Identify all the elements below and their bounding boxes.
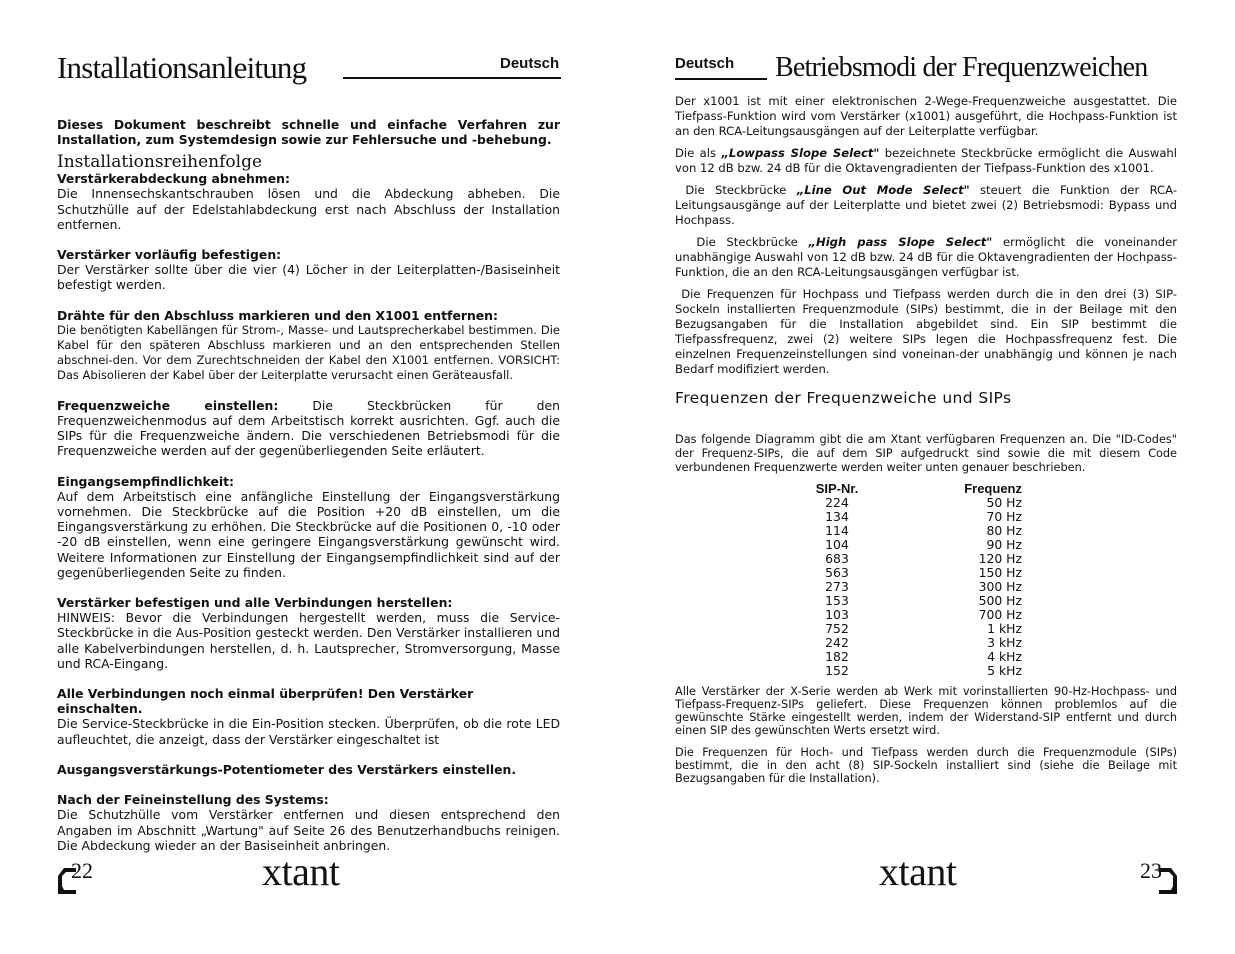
page-corner-icon	[1157, 866, 1179, 896]
sip-number: 153	[825, 593, 849, 608]
frequency-value: 1 kHz	[987, 621, 1022, 636]
intro	[57, 117, 560, 147]
title-rule	[343, 77, 561, 79]
jumper-name: „Line Out Mode Select"	[796, 183, 970, 197]
sip-frequency-table	[812, 482, 1022, 678]
installation-steps	[57, 152, 560, 868]
intro-text: Dieses Dokument beschreibt schnelle und einfache Verfahren zur Installation, zum Systemdesign sowie zur Fehlersuche und -behebung.	[57, 117, 560, 148]
step	[57, 247, 560, 293]
step	[57, 171, 560, 232]
sip-number: 134	[825, 509, 849, 524]
paragraph: Das folgende Diagramm gibt die am Xtant verfügbaren Frequenzen an. Die "ID-Codes" der Frequenz-SIPs, die auf dem SIP aufgedruckt sind sowie die mit diesem Code verbundenen Frequenzwerte werden weiter unten genauer beschrieben.	[675, 433, 1177, 474]
sip-number: 242	[825, 635, 849, 650]
page-title: Installationsanleitung	[57, 50, 307, 85]
table-row	[812, 608, 1022, 622]
frequency-value: 120 Hz	[978, 551, 1022, 566]
page-number: 22	[71, 858, 93, 883]
paragraph: Die Frequenzen für Hochpass und Tiefpass werden durch die in den drei (3) SIP-Sockeln installierten Frequenzmodule (SIPs) bestimmt, die in der Beilage mit den Bezugsangaben für die Installation abgebildet sind. Ein SIP bestimmt die Tiefpassfrequenz, zwei (2) weitere SIPs legen die Hochpassfrequenz fest. Die einzelnen Frequenzeinstellungen sind voneinan-der unabhängig und können je nach Bedarf modifiziert werden.	[675, 287, 1177, 376]
step-text: HINWEIS: Bevor die Verbindungen hergestellt werden, muss die Service-Steckbrücke in die Aus-Position gesteckt werden. Den Verstärker installieren und alle Kabelverbindungen herstellen, d. h. Lautsprecher, Stromversorgung, Masse und RCA-Eingang.	[57, 610, 560, 671]
step-heading: Eingangsempfindlichkeit:	[57, 473, 234, 489]
step	[57, 762, 560, 777]
paragraph: Die Steckbrücke „High pass Slope Select" ermöglicht die voneinander unabhängige Auswahl von 12 dB bzw. 24 dB für die Oktavengradienten der Hochpass-Funktion, die an den RCA-Leitungsausgängen verfügbar ist.	[675, 235, 1178, 279]
step-text: Der Verstärker sollte über die vier (4) Löcher in der Leiterplatten-/Basiseinheit befestigt werden.	[57, 262, 560, 293]
step-heading: Verstärker vorläufig befestigen:	[57, 247, 282, 263]
step-text: Die benötigten Kabellängen für Strom-, Masse- und Lautsprecherkabel bestimmen. Die Kabel für den späteren Abschluss markieren und an den entsprechenden Stellen abschnei-den. Vor dem Zurechtschneiden der Kabel den X1001 entfernen. VORSICHT: Das Abisolieren der Kabel über der Leiterplatte verursacht einen Geräteausfall.	[57, 322, 560, 382]
step-text: Die Innensechskantschrauben lösen und die Abdeckung abheben. Die Schutzhülle auf der Edelstahlabdeckung erst nach Abschluss der Installation entfernen.	[57, 186, 560, 232]
paragraph: Die als „Lowpass Slope Select" bezeichnete Steckbrücke ermöglicht die Auswahl von 12 dB bzw. 24 dB für die Oktavengradienten der Tiefpass-Funktion des x1001.	[675, 146, 1177, 175]
table-row	[812, 650, 1022, 664]
table-row	[812, 552, 1022, 566]
sip-number: 752	[825, 621, 849, 636]
jumper-name: „High pass Slope Select"	[808, 235, 993, 249]
step	[57, 398, 560, 459]
frequency-value: 70 Hz	[986, 509, 1022, 524]
frequency-value: 5 kHz	[987, 663, 1022, 678]
paragraph: Der x1001 ist mit einer elektronischen 2-Wege-Frequenzweiche ausgestattet. Die Tiefpass-Funktion wird vom Verstärker (x1001) ausgeführt, die Hochpass-Funktion ist an den RCA-Leitungsausgängen auf der Leiterplatte verfügbar.	[675, 94, 1177, 138]
table-row	[812, 538, 1022, 552]
section-heading: Frequenzen der Frequenzweiche und SIPs	[675, 389, 1012, 407]
sip-number: 152	[825, 663, 849, 678]
sip-number: 104	[825, 537, 849, 552]
left-page	[0, 0, 617, 954]
sip-number: 224	[825, 495, 849, 510]
page-title: Betriebsmodi der Frequenzweichen	[775, 52, 1148, 83]
table-row	[812, 636, 1022, 650]
step-heading: Verstärkerabdeckung abnehmen:	[57, 171, 290, 187]
step-heading: Drähte für den Abschluss markieren und den X1001 entfernen:	[57, 307, 498, 323]
step	[57, 474, 560, 580]
table-row	[812, 496, 1022, 510]
language-label: Deutsch	[500, 55, 560, 72]
step	[57, 595, 560, 671]
step-heading: Verstärker befestigen und alle Verbindungen herstellen:	[57, 595, 453, 611]
brand-logo: xtant	[879, 849, 957, 894]
step-text: Die Steckbrücken für den Frequenzweichenmodus auf dem Arbeitstisch korrekt ausrichten. Ggf. auch die SIPs für die Frequenzweiche ändern. Die verschiedenen Betriebsmodi für die Frequenzweiche werden auf der gegenüberliegenden Seite erläutert.	[57, 397, 560, 459]
brand-logo: xtant	[262, 849, 340, 894]
page-number: 23	[1140, 858, 1162, 883]
sip-number: 273	[825, 579, 849, 594]
step-heading: Frequenzweiche einstellen:	[57, 397, 279, 413]
sip-number: 182	[825, 649, 849, 664]
frequency-value: 3 kHz	[987, 635, 1022, 650]
step-text: Die Service-Steckbrücke in die Ein-Position stecken. Überprüfen, ob die rote LED aufleuchtet, die anzeigt, dass der Verstärker eingeschaltet ist	[57, 716, 560, 747]
step	[57, 308, 560, 383]
table-row	[812, 566, 1022, 580]
jumper-name: „Lowpass Slope Select"	[721, 146, 880, 160]
right-page	[617, 0, 1235, 954]
section-heading: Installationsreihenfolge	[57, 152, 263, 172]
paragraph: Die Frequenzen für Hoch- und Tiefpass werden durch die Frequenzmodule (SIPs) bestimmt, die in den acht (8) SIP-Sockeln installiert sind (siehe die Beilage mit Bezugsangaben für die Installation).	[675, 746, 1177, 785]
frequency-value: 300 Hz	[978, 579, 1022, 594]
frequency-value: 80 Hz	[986, 523, 1022, 538]
frequency-value: 500 Hz	[978, 593, 1022, 608]
frequency-value: 50 Hz	[986, 495, 1022, 510]
sip-number: 563	[825, 565, 849, 580]
table-row	[812, 524, 1022, 538]
step-heading: Alle Verbindungen noch einmal überprüfen! Den Verstärker einschalten.	[57, 686, 474, 717]
table-row	[812, 594, 1022, 608]
step-heading: Nach der Feineinstellung des Systems:	[57, 792, 329, 808]
step-heading: Ausgangsverstärkungs-Potentiometer des Verstärkers einstellen.	[57, 761, 517, 777]
crossover-description	[675, 94, 1177, 384]
frequency-value: 90 Hz	[986, 537, 1022, 552]
paragraph: Die Steckbrücke „Line Out Mode Select" steuert die Funktion der RCA-Leitungsausgänge auf der Leiterplatte und bietet zwei (2) Betriebsmodi: Bypass und Hochpass.	[675, 183, 1177, 227]
column-header-frequency: Frequenz	[964, 481, 1022, 496]
sip-number: 103	[825, 607, 849, 622]
step-text: Die Schutzhülle vom Verstärker entfernen und diesen entsprechend den Angaben im Abschnitt „Wartung" auf Seite 26 des Benutzerhandbuchs reinigen. Die Abdeckung wieder an der Basiseinheit anbringen.	[57, 807, 560, 853]
column-header-sip: SIP-Nr.	[815, 481, 859, 496]
frequency-value: 4 kHz	[987, 649, 1022, 664]
table-row	[812, 664, 1022, 678]
table-row	[812, 510, 1022, 524]
table-header	[812, 482, 1022, 496]
sip-number: 114	[825, 523, 849, 538]
paragraph: Alle Verstärker der X-Serie werden ab Werk mit vorinstallierten 90-Hz-Hochpass- und Tiefpass-Frequenz-SIPs geliefert. Diese Frequenzen können problemlos auf die gewünschte Stärke eingestellt werden, indem der Widerstand-SIP entfernt und durch einen SIP des gewünschten Werts ersetzt wird.	[675, 685, 1177, 737]
title-rule	[675, 78, 767, 80]
table-row	[812, 622, 1022, 636]
sip-notes	[675, 685, 1177, 792]
step-text: Auf dem Arbeitstisch eine anfängliche Einstellung der Eingangsverstärkung vornehmen. Die Steckbrücke auf die Position +20 dB einstellen, um die Eingangsverstärkung zu erhöhen. Die Steckbrücke auf die Positionen 0, -10 oder -20 dB einstellen, wenn eine geringere Eingangsverstärkung gewünscht wird. Weitere Informationen zur Einstellung der Eingangsempfindlichkeit sind auf der gegenüberliegenden Seite zu finden.	[57, 488, 560, 580]
frequency-value: 700 Hz	[978, 607, 1022, 622]
step	[57, 686, 560, 747]
sip-intro	[675, 433, 1177, 482]
step	[57, 792, 560, 853]
table-row	[812, 580, 1022, 594]
frequency-value: 150 Hz	[978, 565, 1022, 580]
sip-number: 683	[825, 551, 849, 566]
language-label: Deutsch	[675, 55, 735, 72]
